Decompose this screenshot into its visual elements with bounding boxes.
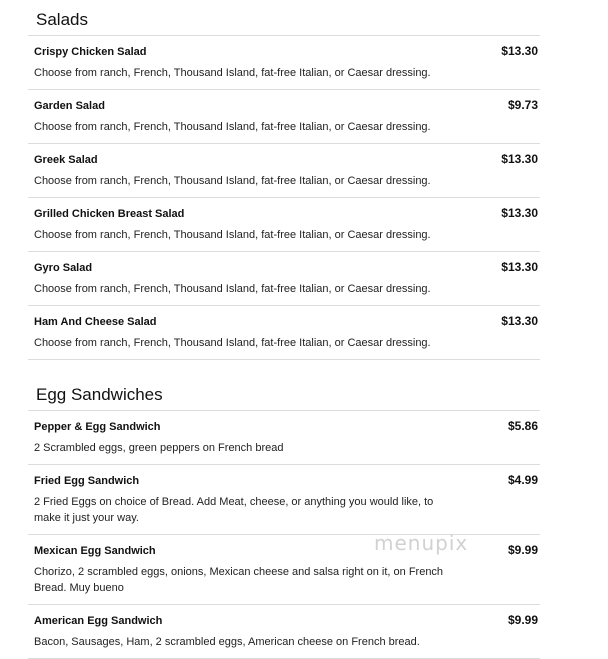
item-description: Chorizo, 2 scrambled eggs, onions, Mexican cheese and salsa right on it, on French Bread. Muy bueno [34,566,444,594]
menu-item[interactable] [28,306,540,360]
section-title-egg-sandwiches: Egg Sandwiches [28,378,540,411]
watermark-logo: menupix [374,531,469,555]
item-price: $9.99 [507,543,538,557]
item-price: $13.30 [501,314,538,328]
item-description: Choose from ranch, French, Thousand Island, fat-free Italian, or Caesar dressing. [34,67,431,79]
item-name: Garden Salad [34,100,105,112]
menu-item[interactable] [28,252,540,306]
item-price: $13.30 [501,152,538,166]
item-price: $9.99 [507,613,538,627]
item-name: Fried Egg Sandwich [34,475,140,487]
item-name: Ham And Cheese Salad [34,316,157,328]
item-name: Pepper & Egg Sandwich [34,421,161,433]
item-price: $13.30 [501,44,538,58]
menu-item[interactable] [28,411,540,465]
menu-item[interactable] [28,198,540,252]
item-description: Bacon, Sausages, Ham, 2 scrambled eggs, American cheese on French bread. [34,636,420,648]
item-description: Choose from ranch, French, Thousand Island, fat-free Italian, or Caesar dressing. [34,283,431,295]
item-price: $13.30 [501,260,538,274]
section-title-salads: Salads [28,0,540,36]
item-price: $13.30 [501,206,538,220]
item-name: Mexican Egg Sandwich [34,545,156,557]
item-description: Choose from ranch, French, Thousand Island, fat-free Italian, or Caesar dressing. [34,175,431,187]
item-price: $9.73 [507,98,538,112]
item-name: Gyro Salad [34,262,93,274]
item-name: Greek Salad [34,154,98,166]
item-name: Crispy Chicken Salad [34,46,147,58]
item-price: $5.86 [507,419,538,433]
menu-item[interactable] [28,465,540,535]
menu-item[interactable] [28,36,540,90]
item-description: Choose from ranch, French, Thousand Island, fat-free Italian, or Caesar dressing. [34,229,431,241]
menu-item[interactable] [28,144,540,198]
item-name: Grilled Chicken Breast Salad [34,208,185,220]
item-price: $4.99 [507,473,538,487]
item-description: Choose from ranch, French, Thousand Island, fat-free Italian, or Caesar dressing. [34,121,431,133]
menu-item[interactable] [28,605,540,659]
item-name: American Egg Sandwich [34,615,163,627]
item-description: 2 Fried Eggs on choice of Bread. Add Meat, cheese, or anything you would like, to make it just your way. [34,496,434,524]
item-description: 2 Scrambled eggs, green peppers on French bread [34,442,284,454]
menu [28,0,540,659]
menu-item[interactable] [28,90,540,144]
item-description: Choose from ranch, French, Thousand Island, fat-free Italian, or Caesar dressing. [34,337,431,349]
